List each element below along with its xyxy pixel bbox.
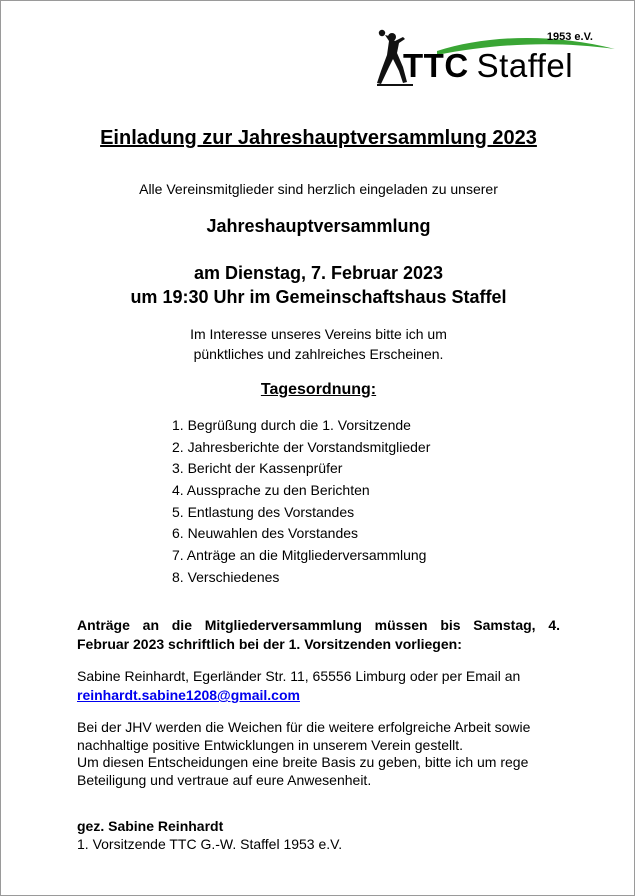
agenda-heading: Tagesordnung: xyxy=(260,381,377,398)
motions-deadline-notice xyxy=(77,616,560,654)
intro-text: Alle Vereinsmitglieder sind herzlich eingeladen zu unserer xyxy=(139,181,498,197)
event-heading: Jahreshauptversammlung xyxy=(206,216,431,236)
closing-line-3: Um diesen Entscheidungen eine breite Basis zu geben, bitte ich um rege xyxy=(77,754,529,770)
agenda-item: 7. Anträge an die Mitgliederversammlung xyxy=(172,547,427,564)
agenda-item: 2. Jahresberichte der Vorstandsmitglieder xyxy=(172,438,431,455)
contact-address xyxy=(77,667,560,705)
email-link[interactable]: reinhardt.sabine1208@gmail.com xyxy=(77,687,300,703)
agenda-item: 8. Verschiedenes xyxy=(172,568,280,585)
agenda-item: 6. Neuwahlen des Vorstandes xyxy=(172,525,359,542)
closing-line-4: Beteiligung und vertraue auf eure Anwesenheit. xyxy=(77,771,372,788)
motions-line-1: Anträge an die Mitgliederversammlung müssen bis Samstag, 4. xyxy=(77,617,560,633)
motions-line-2: Februar 2023 schriftlich bei der 1. Vorsitzenden vorliegen: xyxy=(77,636,462,652)
attendance-line-2: pünktliches und zahlreiches Erscheinen. xyxy=(193,346,444,362)
logo-word-ttc: TTC xyxy=(403,47,469,84)
event-date: am Dienstag, 7. Februar 2023 xyxy=(193,263,444,283)
signature-name: gez. Sabine Reinhardt xyxy=(77,818,224,834)
address-text: Sabine Reinhardt, Egerländer Str. 11, 65556 Limburg oder per Email an xyxy=(77,668,521,684)
agenda-item: 1. Begrüßung durch die 1. Vorsitzende xyxy=(172,417,411,433)
attendance-line-1: Im Interesse unseres Vereins bitte ich um xyxy=(190,326,447,342)
logo-wordmark xyxy=(403,47,573,85)
logo-founding-year: 1953 e.V. xyxy=(546,31,593,43)
attendance-request xyxy=(1,324,635,364)
agenda-item: 3. Bericht der Kassenprüfer xyxy=(172,460,343,477)
agenda-item: 4. Aussprache zu den Berichten xyxy=(172,482,370,499)
agenda-list xyxy=(172,415,430,589)
closing-paragraph xyxy=(77,719,577,789)
logo-word-staffel: Staffel xyxy=(476,47,574,84)
signature-role: 1. Vorsitzende TTC G.-W. Staffel 1953 e.V. xyxy=(77,836,343,852)
signature-block xyxy=(77,817,560,853)
event-location-time: um 19:30 Uhr im Gemeinschaftshaus Staffel xyxy=(130,287,507,307)
agenda-item: 5. Entlastung des Vorstandes xyxy=(172,503,355,520)
closing-line-2: nachhaltige positive Entwicklungen in unserem Verein gestellt. xyxy=(77,736,464,753)
event-date-time xyxy=(1,261,635,309)
club-logo xyxy=(377,27,617,89)
document-title: Einladung zur Jahreshauptversammlung 2023 xyxy=(100,127,537,149)
closing-line-1: Bei der JHV werden die Weichen für die weitere erfolgreiche Arbeit sowie xyxy=(77,719,531,735)
